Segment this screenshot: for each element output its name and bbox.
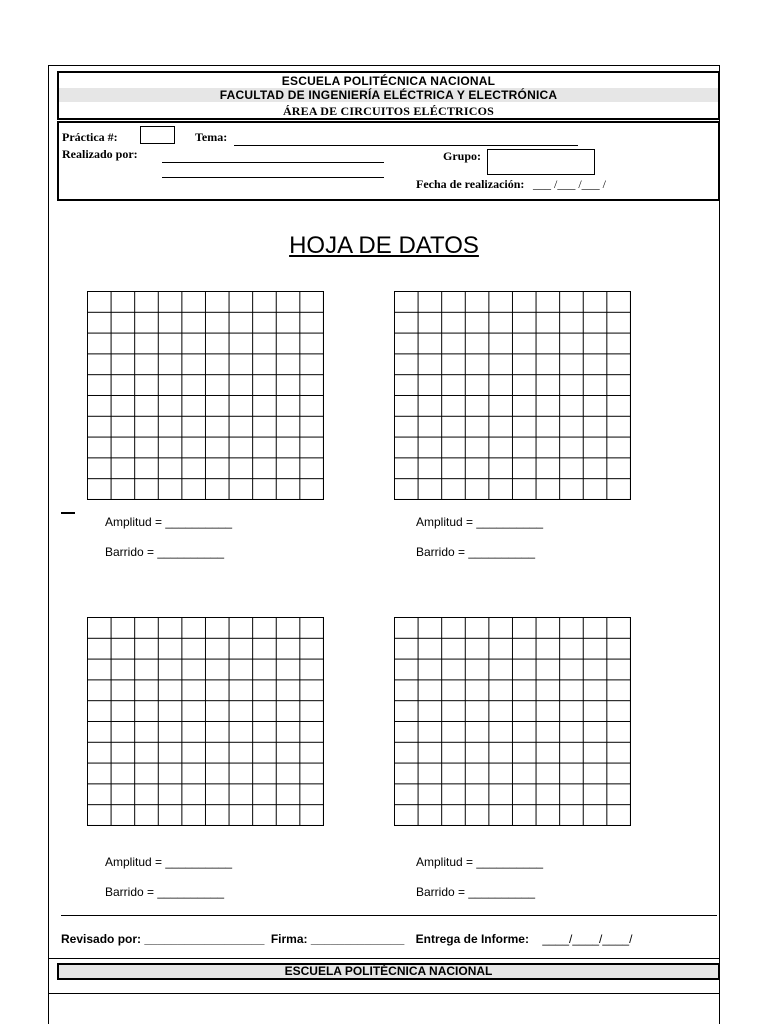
done-by-field-2[interactable] — [162, 177, 384, 178]
stray-mark — [61, 512, 75, 514]
delivery-label: Entrega de Informe: — [415, 932, 529, 946]
delivery-date-field[interactable]: ____/____/____/ — [542, 932, 633, 946]
date-field[interactable]: ___ /___ /___ / — [533, 177, 607, 191]
oscilloscope-grid-4 — [394, 617, 631, 826]
oscilloscope-grid-3 — [87, 617, 324, 826]
practice-label: Práctica #: — [62, 130, 118, 144]
sweep-field-1[interactable]: Barrido = __________ — [105, 545, 225, 559]
done-by-field-1[interactable] — [162, 162, 384, 163]
footer-divider — [61, 915, 717, 916]
practice-info-box — [57, 121, 720, 201]
group-field[interactable] — [487, 149, 595, 175]
oscilloscope-grid-1 — [87, 291, 324, 500]
oscilloscope-grid-2 — [394, 291, 631, 500]
reviewed-by-field[interactable]: Revisado por: __________________ — [61, 932, 265, 946]
amplitude-field-1[interactable]: Amplitud = __________ — [105, 515, 233, 529]
amplitude-field-2[interactable]: Amplitud = __________ — [416, 515, 544, 529]
signature-field[interactable]: Firma: ______________ — [270, 932, 405, 946]
date-label: Fecha de realización: — [416, 177, 525, 191]
amplitude-field-3[interactable]: Amplitud = __________ — [105, 855, 233, 869]
topic-field[interactable] — [234, 145, 578, 146]
group-label: Grupo: — [443, 149, 482, 163]
topic-label: Tema: — [195, 130, 228, 144]
sweep-field-3[interactable]: Barrido = __________ — [105, 885, 225, 899]
page-title: HOJA DE DATOS — [289, 232, 479, 259]
institution-name: ESCUELA POLITÉCNICA NACIONAL — [281, 74, 496, 88]
next-page-institution: ESCUELA POLITÉCNICA NACIONAL — [284, 964, 493, 978]
header-box — [57, 71, 720, 120]
sweep-field-2[interactable]: Barrido = __________ — [416, 545, 536, 559]
next-page-header — [57, 963, 720, 980]
practice-number-field[interactable] — [140, 126, 175, 144]
footer-signoff — [61, 932, 632, 946]
faculty-name: FACULTAD DE INGENIERÍA ELÉCTRICA Y ELECTRÓNICA — [59, 88, 718, 102]
amplitude-field-4[interactable]: Amplitud = __________ — [416, 855, 544, 869]
sweep-field-4[interactable]: Barrido = __________ — [416, 885, 536, 899]
done-by-label: Realizado por: — [62, 147, 138, 161]
area-name: ÁREA DE CIRCUITOS ELÉCTRICOS — [282, 104, 495, 118]
